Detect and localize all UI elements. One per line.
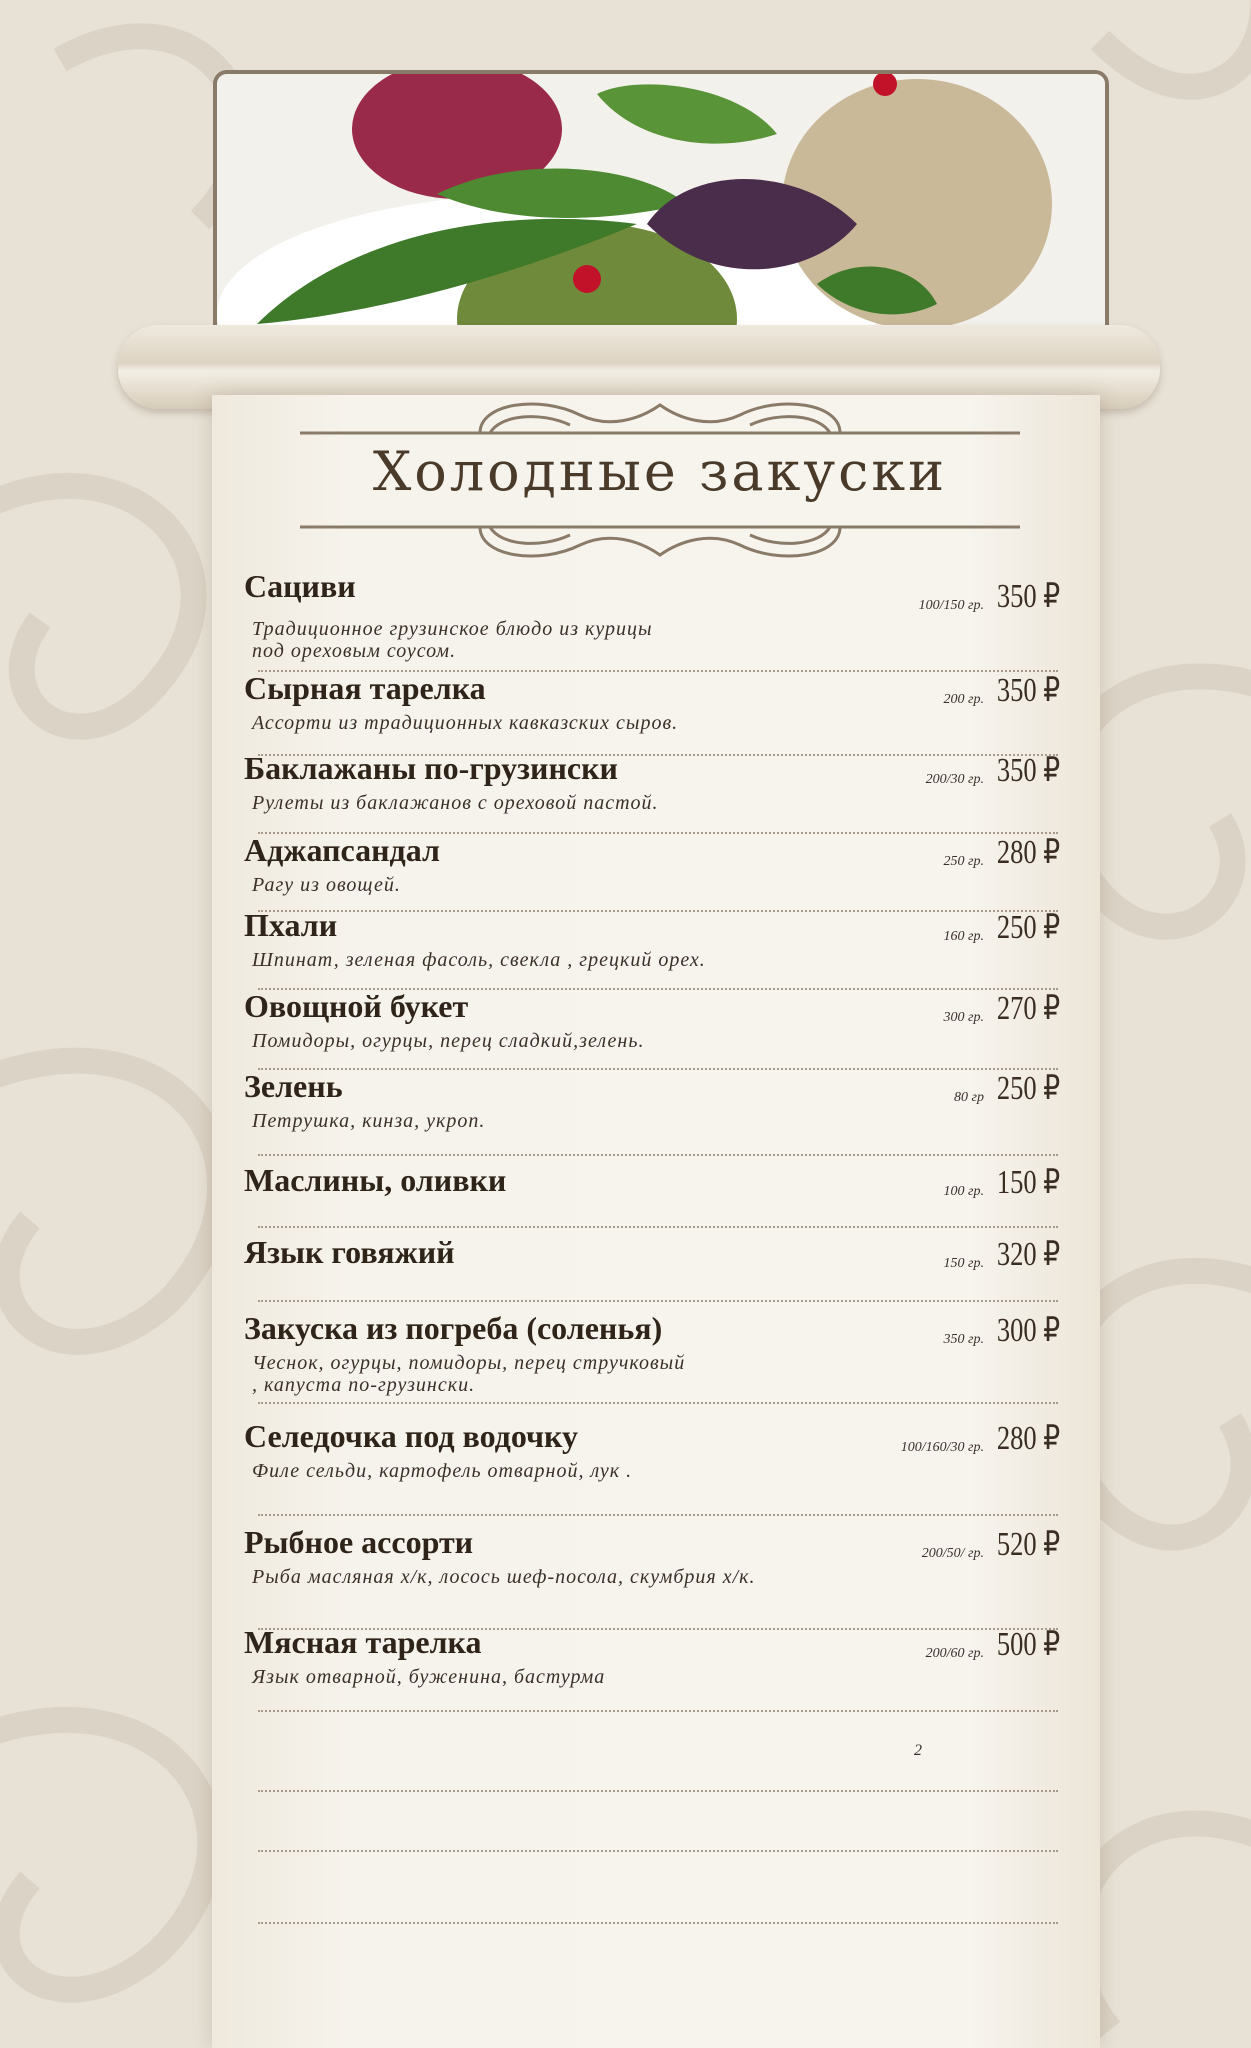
page-number: 2: [914, 1742, 922, 1759]
menu-item-name: Баклажаны по-грузински: [244, 750, 618, 786]
menu-item-description: Филе сельди, картофель отварной, лук .: [252, 1460, 633, 1482]
menu-item-name: Закуска из погреба (соленья): [244, 1310, 663, 1346]
menu-item-description: Петрушка, кинза, укроп.: [252, 1110, 486, 1132]
menu-item-description: Помидоры, огурцы, перец сладкий,зелень.: [252, 1030, 645, 1052]
menu-item-weight: 350 гр.: [943, 1332, 984, 1347]
menu-item-price: 150 ₽: [996, 1164, 1060, 1201]
menu-item-price: 350 ₽: [996, 752, 1060, 789]
menu-item-description: Рулеты из баклажанов с ореховой пастой.: [252, 792, 659, 814]
menu-item-price: 350 ₽: [996, 672, 1060, 709]
menu-item-weight: 100/160/30 гр.: [900, 1440, 984, 1455]
menu-item-price: 280 ₽: [996, 834, 1060, 871]
menu-item-weight: 250 гр.: [943, 854, 984, 869]
menu-item-name: Мясная тарелка: [244, 1624, 482, 1660]
menu-item-description: Рыба масляная х/к, лосось шеф-посола, скумбрия х/к.: [252, 1566, 756, 1588]
dotted-divider: [258, 1710, 1058, 1712]
menu-item-description: Рагу из овощей.: [252, 874, 401, 896]
menu-item-weight: 200/30 гр.: [925, 772, 984, 787]
dotted-divider: [258, 1226, 1058, 1228]
menu-item-price: 250 ₽: [996, 909, 1060, 946]
menu-item-name: Овощной букет: [244, 988, 469, 1024]
menu-item-description: Чеснок, огурцы, помидоры, перец стручковый , капуста по-грузински.: [252, 1352, 686, 1396]
menu-item-name: Зелень: [244, 1068, 343, 1104]
menu-item-description: Традиционное грузинское блюдо из курицы под ореховым соусом.: [252, 618, 653, 662]
dish-photo: [213, 70, 1109, 350]
menu-item-price: 350 ₽: [996, 578, 1060, 615]
dotted-divider: [258, 1300, 1058, 1302]
menu-item-weight: 300 гр.: [943, 1010, 984, 1025]
dotted-divider: [258, 1068, 1058, 1070]
menu-item-price: 300 ₽: [996, 1312, 1060, 1349]
menu-item-description: Язык отварной, буженина, бастурма: [252, 1666, 606, 1688]
menu-item-name: Рыбное ассорти: [244, 1524, 474, 1560]
menu-item-weight: 100/150 гр.: [918, 598, 984, 613]
menu-item-weight: 100 гр.: [943, 1184, 984, 1199]
dotted-divider: [258, 1850, 1058, 1852]
menu-item-name: Селедочка под водочку: [244, 1418, 579, 1454]
menu-item-description: Ассорти из традиционных кавказских сыров.: [252, 712, 679, 734]
menu-item-weight: 200/60 гр.: [925, 1646, 984, 1661]
dotted-divider: [258, 1514, 1058, 1516]
menu-item-weight: 200 гр.: [943, 692, 984, 707]
menu-item-price: 320 ₽: [996, 1236, 1060, 1273]
menu-item-price: 250 ₽: [996, 1070, 1060, 1107]
menu-item-price: 500 ₽: [996, 1626, 1060, 1663]
menu-item-description: Шпинат, зеленая фасоль, свекла , грецкий орех.: [252, 949, 706, 971]
menu-item-weight: 200/50/ гр.: [921, 1546, 984, 1561]
dotted-divider: [258, 1402, 1058, 1404]
menu-item-name: Сациви: [244, 568, 356, 604]
menu-item-name: Аджапсандал: [244, 832, 440, 868]
dotted-divider: [258, 1790, 1058, 1792]
menu-item-price: 270 ₽: [996, 990, 1060, 1027]
dotted-divider: [258, 910, 1058, 912]
menu-item-name: Маслины, оливки: [244, 1162, 507, 1198]
menu-item-name: Язык говяжий: [244, 1234, 455, 1270]
menu-item-name: Сырная тарелка: [244, 670, 486, 706]
menu-item-name: Пхали: [244, 907, 338, 943]
menu-item-weight: 150 гр.: [943, 1256, 984, 1271]
menu-item-weight: 80 гр: [954, 1090, 984, 1105]
menu-item-price: 280 ₽: [996, 1420, 1060, 1457]
dotted-divider: [258, 1922, 1058, 1924]
page-title: Холодные закуски: [372, 440, 948, 503]
menu-item-price: 520 ₽: [996, 1526, 1060, 1563]
menu-item-weight: 160 гр.: [943, 929, 984, 944]
dotted-divider: [258, 1154, 1058, 1156]
